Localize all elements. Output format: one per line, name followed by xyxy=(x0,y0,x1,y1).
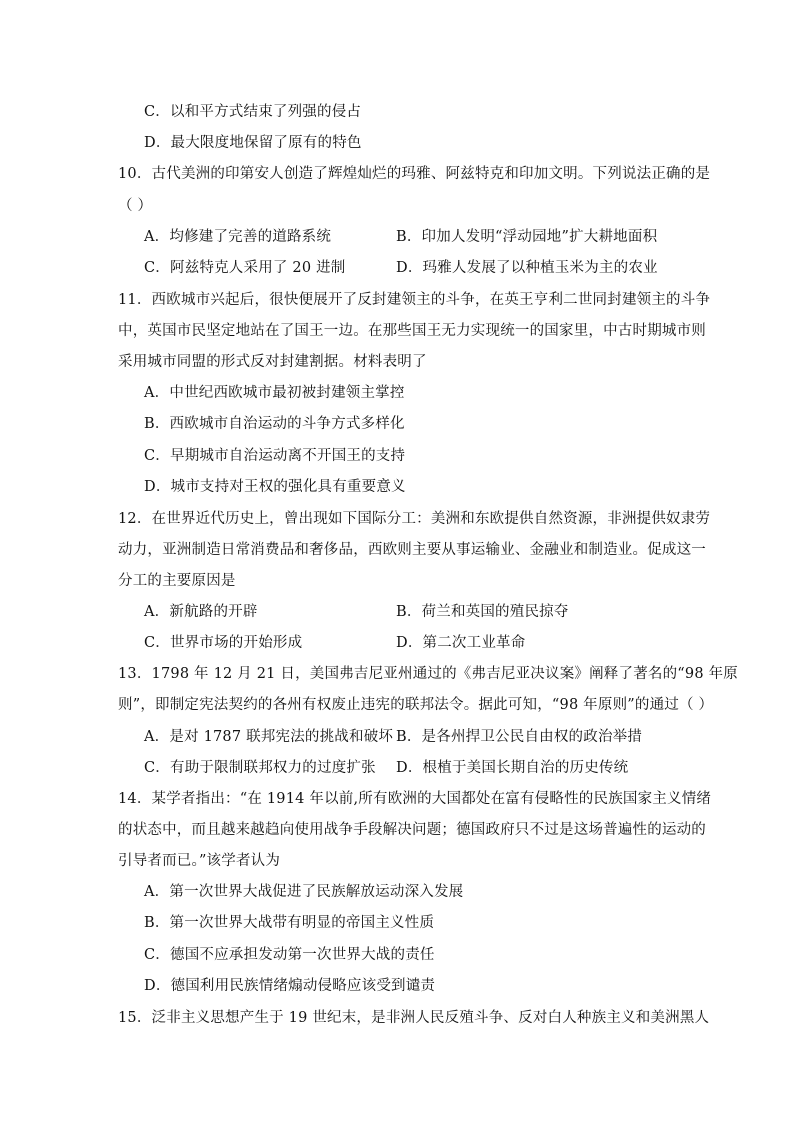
option-12d: D．第二次工业革命 xyxy=(396,635,526,651)
question-13-stem-line-1: 13．1798 年 12 月 21 日，美国弗吉尼亚州通过的《弗吉尼亚决议案》阐释了著名的“98 年原 xyxy=(118,666,738,682)
option-13b: B．是各州捍卫公民自由权的政治举措 xyxy=(396,729,643,745)
question-14-stem-line-1: 14．某学者指出：“在 1914 年以前,所有欧洲的大国都处在富有侵略性的民族国家主义情绪 xyxy=(118,791,712,807)
option-14b: B．第一次世界大战带有明显的帝国主义性质 xyxy=(144,915,435,931)
option-12c: C．世界市场的开始形成 xyxy=(144,635,303,651)
question-10-stem-line-1: 10．古代美洲的印第安人创造了辉煌灿烂的玛雅、阿兹特克和印加文明。下列说法正确的是 xyxy=(118,166,711,182)
question-12-stem-line-1: 12．在世界近代历史上，曾出现如下国际分工：美洲和东欧提供自然资源，非洲提供奴隶劳 xyxy=(118,511,711,527)
option-12b: B．荷兰和英国的殖民掠夺 xyxy=(396,604,569,620)
option-14c: C．德国不应承担发动第一次世界大战的责任 xyxy=(144,947,435,963)
question-12-stem-line-2: 动力，亚洲制造日常消费品和奢侈品，西欧则主要从事运输业、金融业和制造业。促成这一 xyxy=(118,542,706,558)
question-10-stem-line-2: （ ） xyxy=(118,198,153,214)
question-11-stem-line-3: 采用城市同盟的形式反对封建割据。材料表明了 xyxy=(118,354,427,370)
question-15-stem-line-1: 15．泛非主义思想产生于 19 世纪末，是非洲人民反殖斗争、反对白人种族主义和美洲黑人 xyxy=(118,1010,710,1026)
question-11-stem-line-2: 中，英国市民坚定地站在了国王一边。在那些国王无力实现统一的国家里，中古时期城市则 xyxy=(118,323,706,339)
option-9d: D．最大限度地保留了原有的特色 xyxy=(144,135,362,151)
option-9c: C．以和平方式结束了列强的侵占 xyxy=(144,104,362,120)
option-10b: B．印加人发明“浮动园地”扩大耕地面积 xyxy=(396,229,658,245)
question-14-stem-line-3: 引导者而已。”该学者认为 xyxy=(118,853,281,869)
option-11b: B．西欧城市自治运动的斗争方式多样化 xyxy=(144,416,405,432)
question-12-stem-line-3: 分工的主要原因是 xyxy=(118,573,236,589)
option-11c: C．早期城市自治运动离不开国王的支持 xyxy=(144,448,406,464)
option-10d: D．玛雅人发展了以种植玉米为主的农业 xyxy=(396,260,658,276)
option-14a: A．第一次世界大战促进了民族解放运动深入发展 xyxy=(144,884,464,900)
option-13c: C．有助于限制联邦权力的过度扩张 xyxy=(144,760,376,776)
option-13a: A．是对 1787 联邦宪法的挑战和破坏 xyxy=(144,729,394,745)
option-12a: A．新航路的开辟 xyxy=(144,604,258,620)
question-11-stem-line-1: 11．西欧城市兴起后，很快便展开了反封建领主的斗争，在英王亨利二世同封建领主的斗争 xyxy=(118,292,711,308)
question-13-stem-line-2: 则”，即制定宪法契约的各州有权废止违宪的联邦法令。据此可知，“98 年原则”的通过（ ） xyxy=(118,697,714,713)
question-14-stem-line-2: 的状态中，而且越来越趋向使用战争手段解决问题；德国政府只不过是这场普遍性的运动的 xyxy=(118,822,706,838)
option-13d: D．根植于美国长期自治的历史传统 xyxy=(396,760,629,776)
option-14d: D．德国利用民族情绪煽动侵略应该受到谴责 xyxy=(144,978,436,994)
option-10a: A．均修建了完善的道路系统 xyxy=(144,229,332,245)
option-11a: A．中世纪西欧城市最初被封建领主掌控 xyxy=(144,385,405,401)
option-11d: D．城市支持对王权的强化具有重要意义 xyxy=(144,479,406,495)
option-10c: C．阿兹特克人采用了 20 进制 xyxy=(144,260,346,276)
